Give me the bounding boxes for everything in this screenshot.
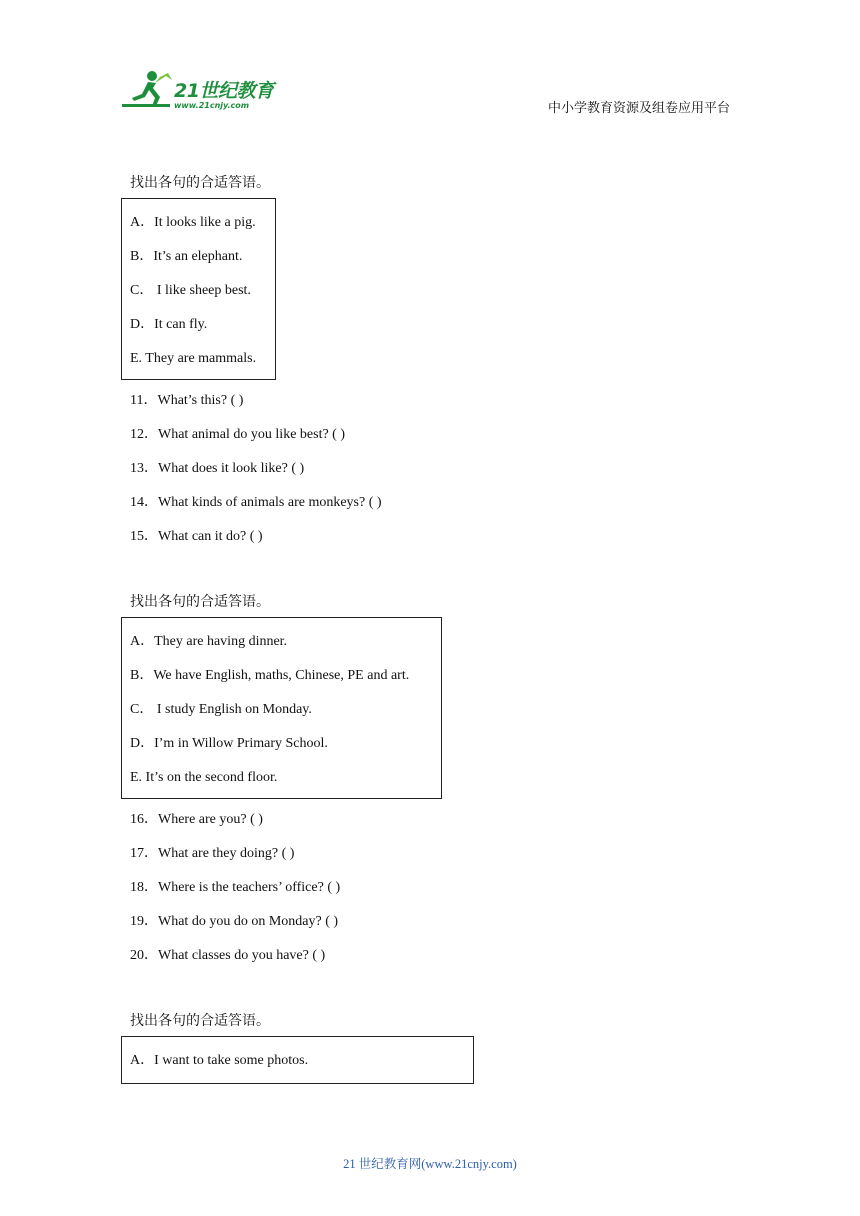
option-e: E. They are mammals. bbox=[130, 351, 257, 366]
option-b: B．We have English, maths, Chinese, PE and art. bbox=[130, 668, 410, 683]
logo-url: www.21cnjy.com bbox=[174, 101, 250, 110]
question-14: 14．What kinds of animals are monkeys? ( ) bbox=[130, 495, 382, 510]
option-e: E. It’s on the second floor. bbox=[130, 770, 278, 785]
question-16: 16．Where are you? ( ) bbox=[130, 812, 263, 827]
option-a: A．They are having dinner. bbox=[130, 634, 288, 649]
instruction: 找出各句的合适答语。 bbox=[130, 1014, 270, 1029]
exercise-section-3 bbox=[130, 1010, 474, 1084]
question-12: 12．What animal do you like best? ( ) bbox=[130, 427, 345, 442]
question-list bbox=[130, 803, 442, 973]
options-box bbox=[121, 198, 276, 380]
question-17: 17．What are they doing? ( ) bbox=[130, 846, 295, 861]
question-15: 15．What can it do? ( ) bbox=[130, 529, 263, 544]
question-19: 19．What do you do on Monday? ( ) bbox=[130, 914, 339, 929]
question-13: 13．What does it look like? ( ) bbox=[130, 461, 305, 476]
option-c: C． I study English on Monday. bbox=[130, 702, 312, 717]
option-d: D．It can fly. bbox=[130, 317, 208, 332]
question-11: 11．What’s this? ( ) bbox=[130, 393, 244, 408]
running-figure-icon bbox=[122, 68, 174, 114]
option-b: B．It’s an elephant. bbox=[130, 249, 243, 264]
page-footer: 21 世纪教育网(www.21cnjy.com) bbox=[343, 1157, 517, 1171]
options-box bbox=[121, 617, 442, 799]
option-d: D．I’m in Willow Primary School. bbox=[130, 736, 328, 751]
option-c: C． I like sheep best. bbox=[130, 283, 251, 298]
platform-name: 中小学教育资源及组卷应用平台 bbox=[547, 100, 730, 115]
question-18: 18．Where is the teachers’ office? ( ) bbox=[130, 880, 341, 895]
logo-title: 21世纪教育 bbox=[174, 80, 274, 102]
instruction: 找出各句的合适答语。 bbox=[130, 595, 270, 610]
exercise-section-1 bbox=[130, 172, 382, 554]
instruction: 找出各句的合适答语。 bbox=[130, 176, 270, 191]
options-box bbox=[121, 1036, 474, 1084]
exercise-section-2 bbox=[130, 591, 442, 973]
option-a: A．It looks like a pig. bbox=[130, 215, 256, 230]
option-a: A．I want to take some photos. bbox=[130, 1053, 309, 1068]
question-20: 20．What classes do you have? ( ) bbox=[130, 948, 326, 963]
site-logo bbox=[122, 68, 292, 116]
question-list bbox=[130, 384, 382, 554]
